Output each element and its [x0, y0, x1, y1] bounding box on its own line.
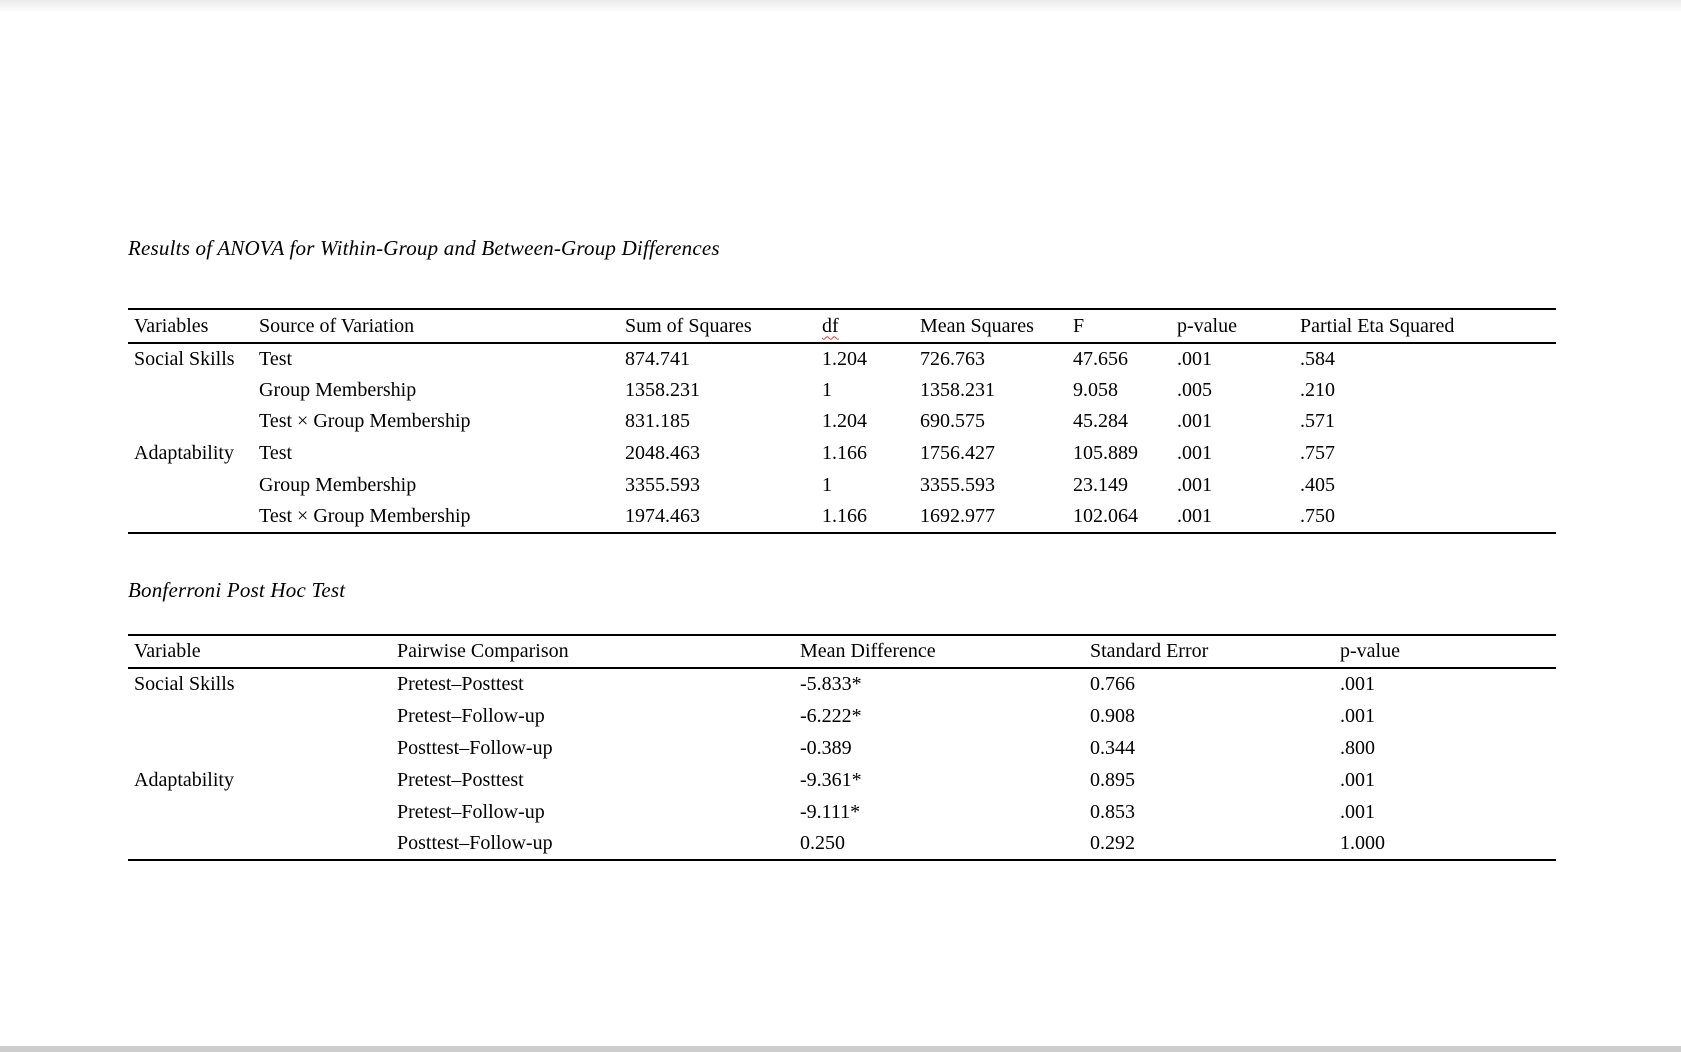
table-cell: .210	[1300, 378, 1335, 401]
table-cell	[128, 375, 259, 407]
window-bottom-edge	[0, 1046, 1681, 1052]
table-cell: Posttest–Follow-up	[397, 736, 553, 759]
table-cell: 0.895	[1090, 768, 1135, 791]
table-cell: 9.058	[1073, 378, 1118, 401]
table-cell: 47.656	[1073, 347, 1128, 370]
table-cell: 0.292	[1090, 832, 1135, 854]
table-cell: Group Membership	[259, 378, 417, 401]
table-cell	[128, 732, 397, 764]
table-cell: Test × Group Membership	[259, 410, 471, 433]
column-header-pairwise-comparison: Pairwise Comparison	[397, 640, 569, 662]
posthoc-table	[128, 634, 1556, 861]
column-header-f: F	[1073, 314, 1085, 337]
table-cell: .001	[1177, 504, 1212, 527]
table-cell: Adaptability	[134, 768, 234, 791]
table-cell	[128, 796, 397, 828]
table-cell: 1.166	[822, 504, 867, 527]
table-cell: 1.000	[1340, 832, 1385, 854]
table-cell: 102.064	[1073, 504, 1138, 527]
window-top-edge	[0, 0, 1681, 11]
table-header-row	[128, 635, 1556, 668]
document-page[interactable]	[0, 11, 1681, 1046]
table-cell: -0.389	[800, 736, 852, 759]
table-cell: .001	[1177, 410, 1212, 433]
table-cell: .800	[1340, 736, 1375, 759]
table-cell: Posttest–Follow-up	[397, 832, 553, 854]
table-cell: 45.284	[1073, 410, 1128, 433]
table-row	[128, 469, 1556, 501]
anova-table	[128, 308, 1556, 534]
table-cell: .001	[1340, 704, 1375, 727]
table-cell: Test	[259, 442, 293, 465]
table-cell: 0.766	[1090, 673, 1135, 695]
table-cell: Adaptability	[134, 442, 234, 465]
table-cell: .001	[1177, 473, 1212, 496]
table-cell: -9.111*	[800, 800, 861, 823]
table-cell: .571	[1300, 410, 1335, 433]
table-cell: .001	[1177, 347, 1212, 370]
table-cell: .001	[1340, 768, 1375, 791]
table-cell: -9.361*	[800, 768, 862, 791]
table-cell: 3355.593	[625, 473, 700, 496]
table-cell: 1	[822, 473, 832, 496]
table-cell: 2048.463	[625, 442, 700, 465]
column-header-source-of-variation: Source of Variation	[259, 314, 415, 337]
table-cell: .001	[1340, 800, 1375, 823]
table-cell: 1.166	[822, 442, 867, 465]
table-cell: 1.204	[822, 410, 867, 433]
posthoc-table-title: Bonferroni Post Hoc Test	[128, 578, 346, 602]
table-cell: .584	[1300, 347, 1335, 370]
table-cell: 1692.977	[920, 504, 995, 527]
table-cell: .750	[1300, 504, 1335, 527]
table-cell: .001	[1340, 673, 1375, 695]
table-header-row	[128, 309, 1556, 343]
table-cell: 831.185	[625, 410, 690, 433]
table-cell: 1358.231	[625, 378, 700, 401]
table-cell: Pretest–Follow-up	[397, 704, 545, 727]
spellcheck-underlined-text: df	[822, 314, 839, 337]
column-header-variables: Variables	[134, 314, 209, 337]
column-header-mean-squares: Mean Squares	[920, 314, 1034, 337]
table-cell: Pretest–Posttest	[397, 673, 524, 695]
table-row	[128, 764, 1556, 796]
column-header-mean-difference: Mean Difference	[800, 640, 936, 662]
table-cell	[128, 828, 397, 860]
table-row	[128, 406, 1556, 438]
table-cell: 1974.463	[625, 504, 700, 527]
table-cell: 1.204	[822, 347, 867, 370]
table-cell: 0.250	[800, 832, 845, 854]
table-cell: -5.833*	[800, 673, 862, 695]
table-cell: .757	[1300, 442, 1335, 465]
table-row	[128, 375, 1556, 407]
table-cell: 0.908	[1090, 704, 1135, 727]
anova-table-title: Results of ANOVA for Within-Group and Between-Group Differences	[128, 236, 720, 260]
column-header-partial-eta-squared: Partial Eta Squared	[1300, 314, 1455, 337]
table-cell: 1	[822, 378, 832, 401]
table-cell: Pretest–Follow-up	[397, 800, 545, 823]
table-cell: 726.763	[920, 347, 985, 370]
table-row	[128, 438, 1556, 470]
table-cell: Pretest–Posttest	[397, 768, 524, 791]
table-row	[128, 343, 1556, 375]
table-cell: 0.853	[1090, 800, 1135, 823]
table-cell: 3355.593	[920, 473, 995, 496]
table-cell: -6.222*	[800, 704, 862, 727]
table-cell: 874.741	[625, 347, 690, 370]
column-header-df	[822, 309, 920, 343]
column-header-p-value: p-value	[1340, 640, 1400, 662]
table-cell: 690.575	[920, 410, 985, 433]
table-row	[128, 700, 1556, 732]
table-cell: Social Skills	[134, 347, 235, 370]
table-cell: 23.149	[1073, 473, 1128, 496]
table-cell	[128, 501, 259, 533]
table-cell: Test × Group Membership	[259, 504, 471, 527]
table-cell: Group Membership	[259, 473, 417, 496]
table-row	[128, 501, 1556, 533]
table-cell: Test	[259, 347, 293, 370]
table-row	[128, 668, 1556, 700]
table-row	[128, 796, 1556, 828]
column-header-variable: Variable	[134, 640, 201, 662]
table-cell: .405	[1300, 473, 1335, 496]
table-cell: Social Skills	[134, 673, 235, 695]
table-cell	[128, 406, 259, 438]
table-row	[128, 828, 1556, 860]
table-cell	[128, 469, 259, 501]
table-cell: .005	[1177, 378, 1212, 401]
table-cell: 1358.231	[920, 378, 995, 401]
table-cell: .001	[1177, 442, 1212, 465]
table-cell: 0.344	[1090, 736, 1135, 759]
column-header-p-value: p-value	[1177, 314, 1237, 337]
table-row	[128, 732, 1556, 764]
table-cell	[128, 700, 397, 732]
table-cell: 1756.427	[920, 442, 995, 465]
column-header-sum-of-squares: Sum of Squares	[625, 314, 752, 337]
column-header-standard-error: Standard Error	[1090, 640, 1209, 662]
table-cell: 105.889	[1073, 442, 1138, 465]
